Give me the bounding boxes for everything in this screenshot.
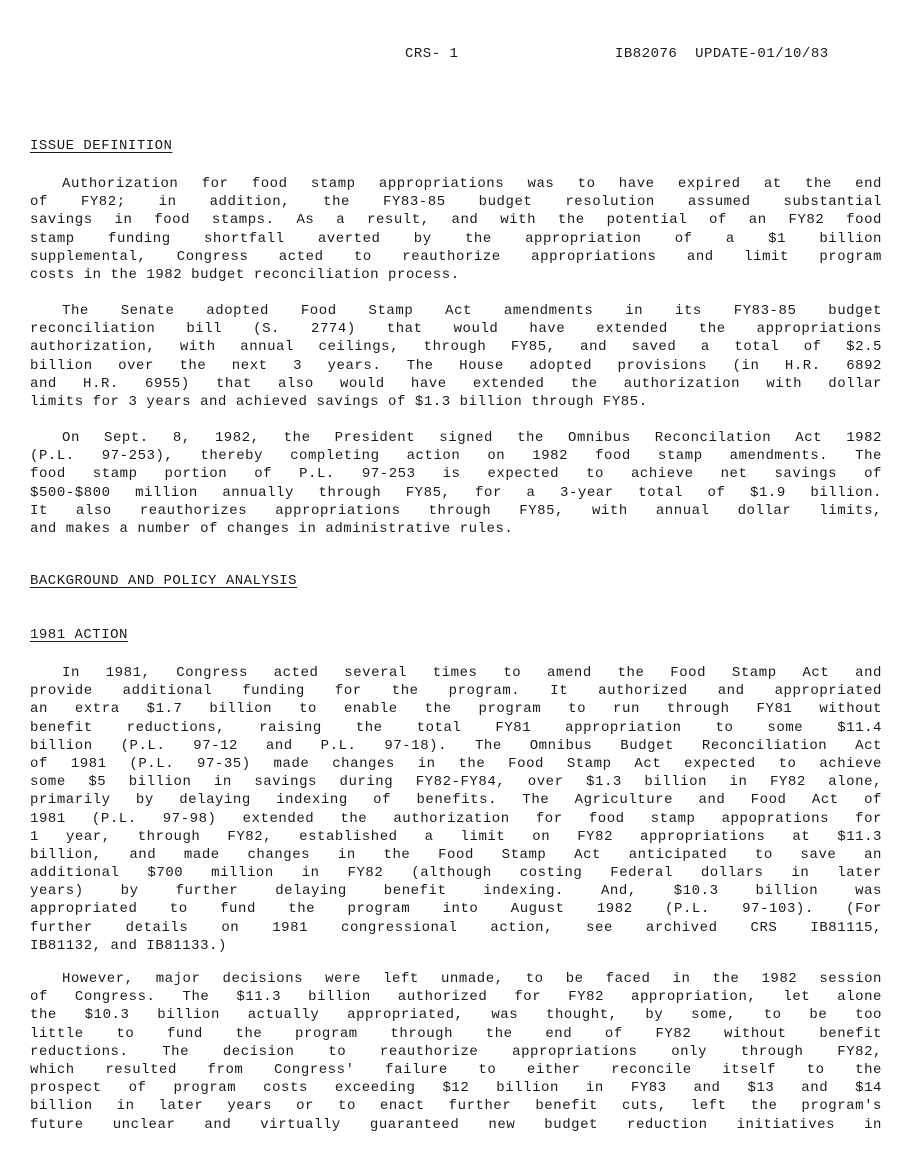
text-line: some $5 billion in savings during FY82-FY84, over $1.3 billion in FY82 alone, bbox=[30, 774, 882, 791]
page-header bbox=[0, 46, 920, 66]
text-line: food stamp portion of P.L. 97-253 is expected to achieve net savings of bbox=[30, 466, 882, 483]
text-line: appropriated to fund the program into August 1982 (P.L. 97-103). (For bbox=[30, 901, 882, 918]
heading-1981-action: 1981 ACTION bbox=[30, 627, 128, 643]
text-line: $500-$800 million annually through FY85, for a 3-year total of $1.9 billion. bbox=[30, 484, 882, 501]
paragraph bbox=[30, 175, 882, 284]
text-line: prospect of program costs exceeding $12 billion in FY83 and $13 and $14 bbox=[30, 1080, 882, 1097]
text-line: 1 year, through FY82, established a limit on FY82 appropriations at $11.3 bbox=[30, 828, 882, 845]
paragraph bbox=[30, 302, 882, 411]
text-line: years) by further delaying benefit indexing. And, $10.3 billion was bbox=[30, 883, 882, 900]
page-number: CRS- 1 bbox=[405, 46, 459, 62]
text-line: (P.L. 97-253), thereby completing action on 1982 food stamp amendments. The bbox=[30, 448, 882, 465]
text-line: savings in food stamps. As a result, and with the potential of an FY82 food bbox=[30, 212, 882, 229]
text-line: which resulted from Congress' failure to either reconcile itself to the bbox=[30, 1061, 882, 1078]
text-line: It also reauthorizes appropriations through FY85, with annual dollar limits, bbox=[30, 502, 882, 519]
text-line: stamp funding shortfall averted by the appropriation of a $1 billion bbox=[30, 230, 882, 247]
text-line: billion, and made changes in the Food Stamp Act anticipated to save an bbox=[30, 846, 882, 863]
heading-issue-definition: ISSUE DEFINITION bbox=[30, 138, 173, 154]
text-line: little to fund the program through the end of FY82 without benefit bbox=[30, 1025, 882, 1042]
text-line: an extra $1.7 billion to enable the program to run through FY81 without bbox=[30, 701, 882, 718]
text-line: and H.R. 6955) that also would have extended the authorization with dollar bbox=[30, 375, 882, 392]
text-line: limits for 3 years and achieved savings of $1.3 billion through FY85. bbox=[30, 393, 648, 410]
text-line: billion in later years or to enact further benefit cuts, left the program's bbox=[30, 1098, 882, 1115]
text-line: provide additional funding for the program. It authorized and appropriated bbox=[30, 683, 882, 700]
text-line: However, major decisions were left unmade, to be faced in the 1982 session bbox=[62, 971, 882, 987]
text-line: billion over the next 3 years. The House adopted provisions (in H.R. 6892 bbox=[30, 357, 882, 374]
text-line: future unclear and virtually guaranteed new budget reduction initiatives in bbox=[30, 1116, 882, 1133]
text-line: additional $700 million in FY82 (although costing Federal dollars in later bbox=[30, 865, 882, 882]
text-line: 1981 (P.L. 97-98) extended the authorization for food stamp appoprations for bbox=[30, 810, 882, 827]
paragraph bbox=[30, 664, 882, 955]
text-line: reconciliation bill (S. 2774) that would have extended the appropriations bbox=[30, 321, 882, 338]
text-line: IB81132, and IB81133.) bbox=[30, 937, 227, 954]
text-line: costs in the 1982 budget reconciliation process. bbox=[30, 266, 460, 283]
text-line: Authorization for food stamp appropriations was to have expired at the end bbox=[62, 176, 882, 192]
text-line: authorization, with annual ceilings, through FY85, and saved a total of $2.5 bbox=[30, 339, 882, 356]
text-line: reductions. The decision to reauthorize appropriations only through FY82, bbox=[30, 1043, 882, 1060]
paragraph bbox=[30, 429, 882, 538]
text-line: On Sept. 8, 1982, the President signed the Omnibus Reconcilation Act 1982 bbox=[62, 430, 882, 446]
text-line: supplemental, Congress acted to reauthorize appropriations and limit program bbox=[30, 248, 882, 265]
text-line: In 1981, Congress acted several times to amend the Food Stamp Act and bbox=[62, 665, 882, 681]
text-line: of 1981 (P.L. 97-35) made changes in the Food Stamp Act expected to achieve bbox=[30, 755, 882, 772]
text-line: further details on 1981 congressional action, see archived CRS IB81115, bbox=[30, 919, 882, 936]
text-line: billion (P.L. 97-12 and P.L. 97-18). The Omnibus Budget Reconciliation Act bbox=[30, 737, 882, 754]
text-line: the $10.3 billion actually appropriated, was thought, by some, to be too bbox=[30, 1007, 882, 1024]
document-id: IB82076 UPDATE-01/10/83 bbox=[615, 46, 829, 62]
heading-background: BACKGROUND AND POLICY ANALYSIS bbox=[30, 573, 298, 589]
text-line: The Senate adopted Food Stamp Act amendments in its FY83-85 budget bbox=[62, 303, 882, 319]
text-line: of Congress. The $11.3 billion authorized for FY82 appropriation, let alone bbox=[30, 989, 882, 1006]
paragraph bbox=[30, 970, 882, 1134]
text-line: and makes a number of changes in administrative rules. bbox=[30, 520, 514, 537]
text-line: primarily by delaying indexing of benefits. The Agriculture and Food Act of bbox=[30, 792, 882, 809]
text-line: of FY82; in addition, the FY83-85 budget resolution assumed substantial bbox=[30, 194, 882, 211]
text-line: benefit reductions, raising the total FY81 appropriation to some $11.4 bbox=[30, 719, 882, 736]
